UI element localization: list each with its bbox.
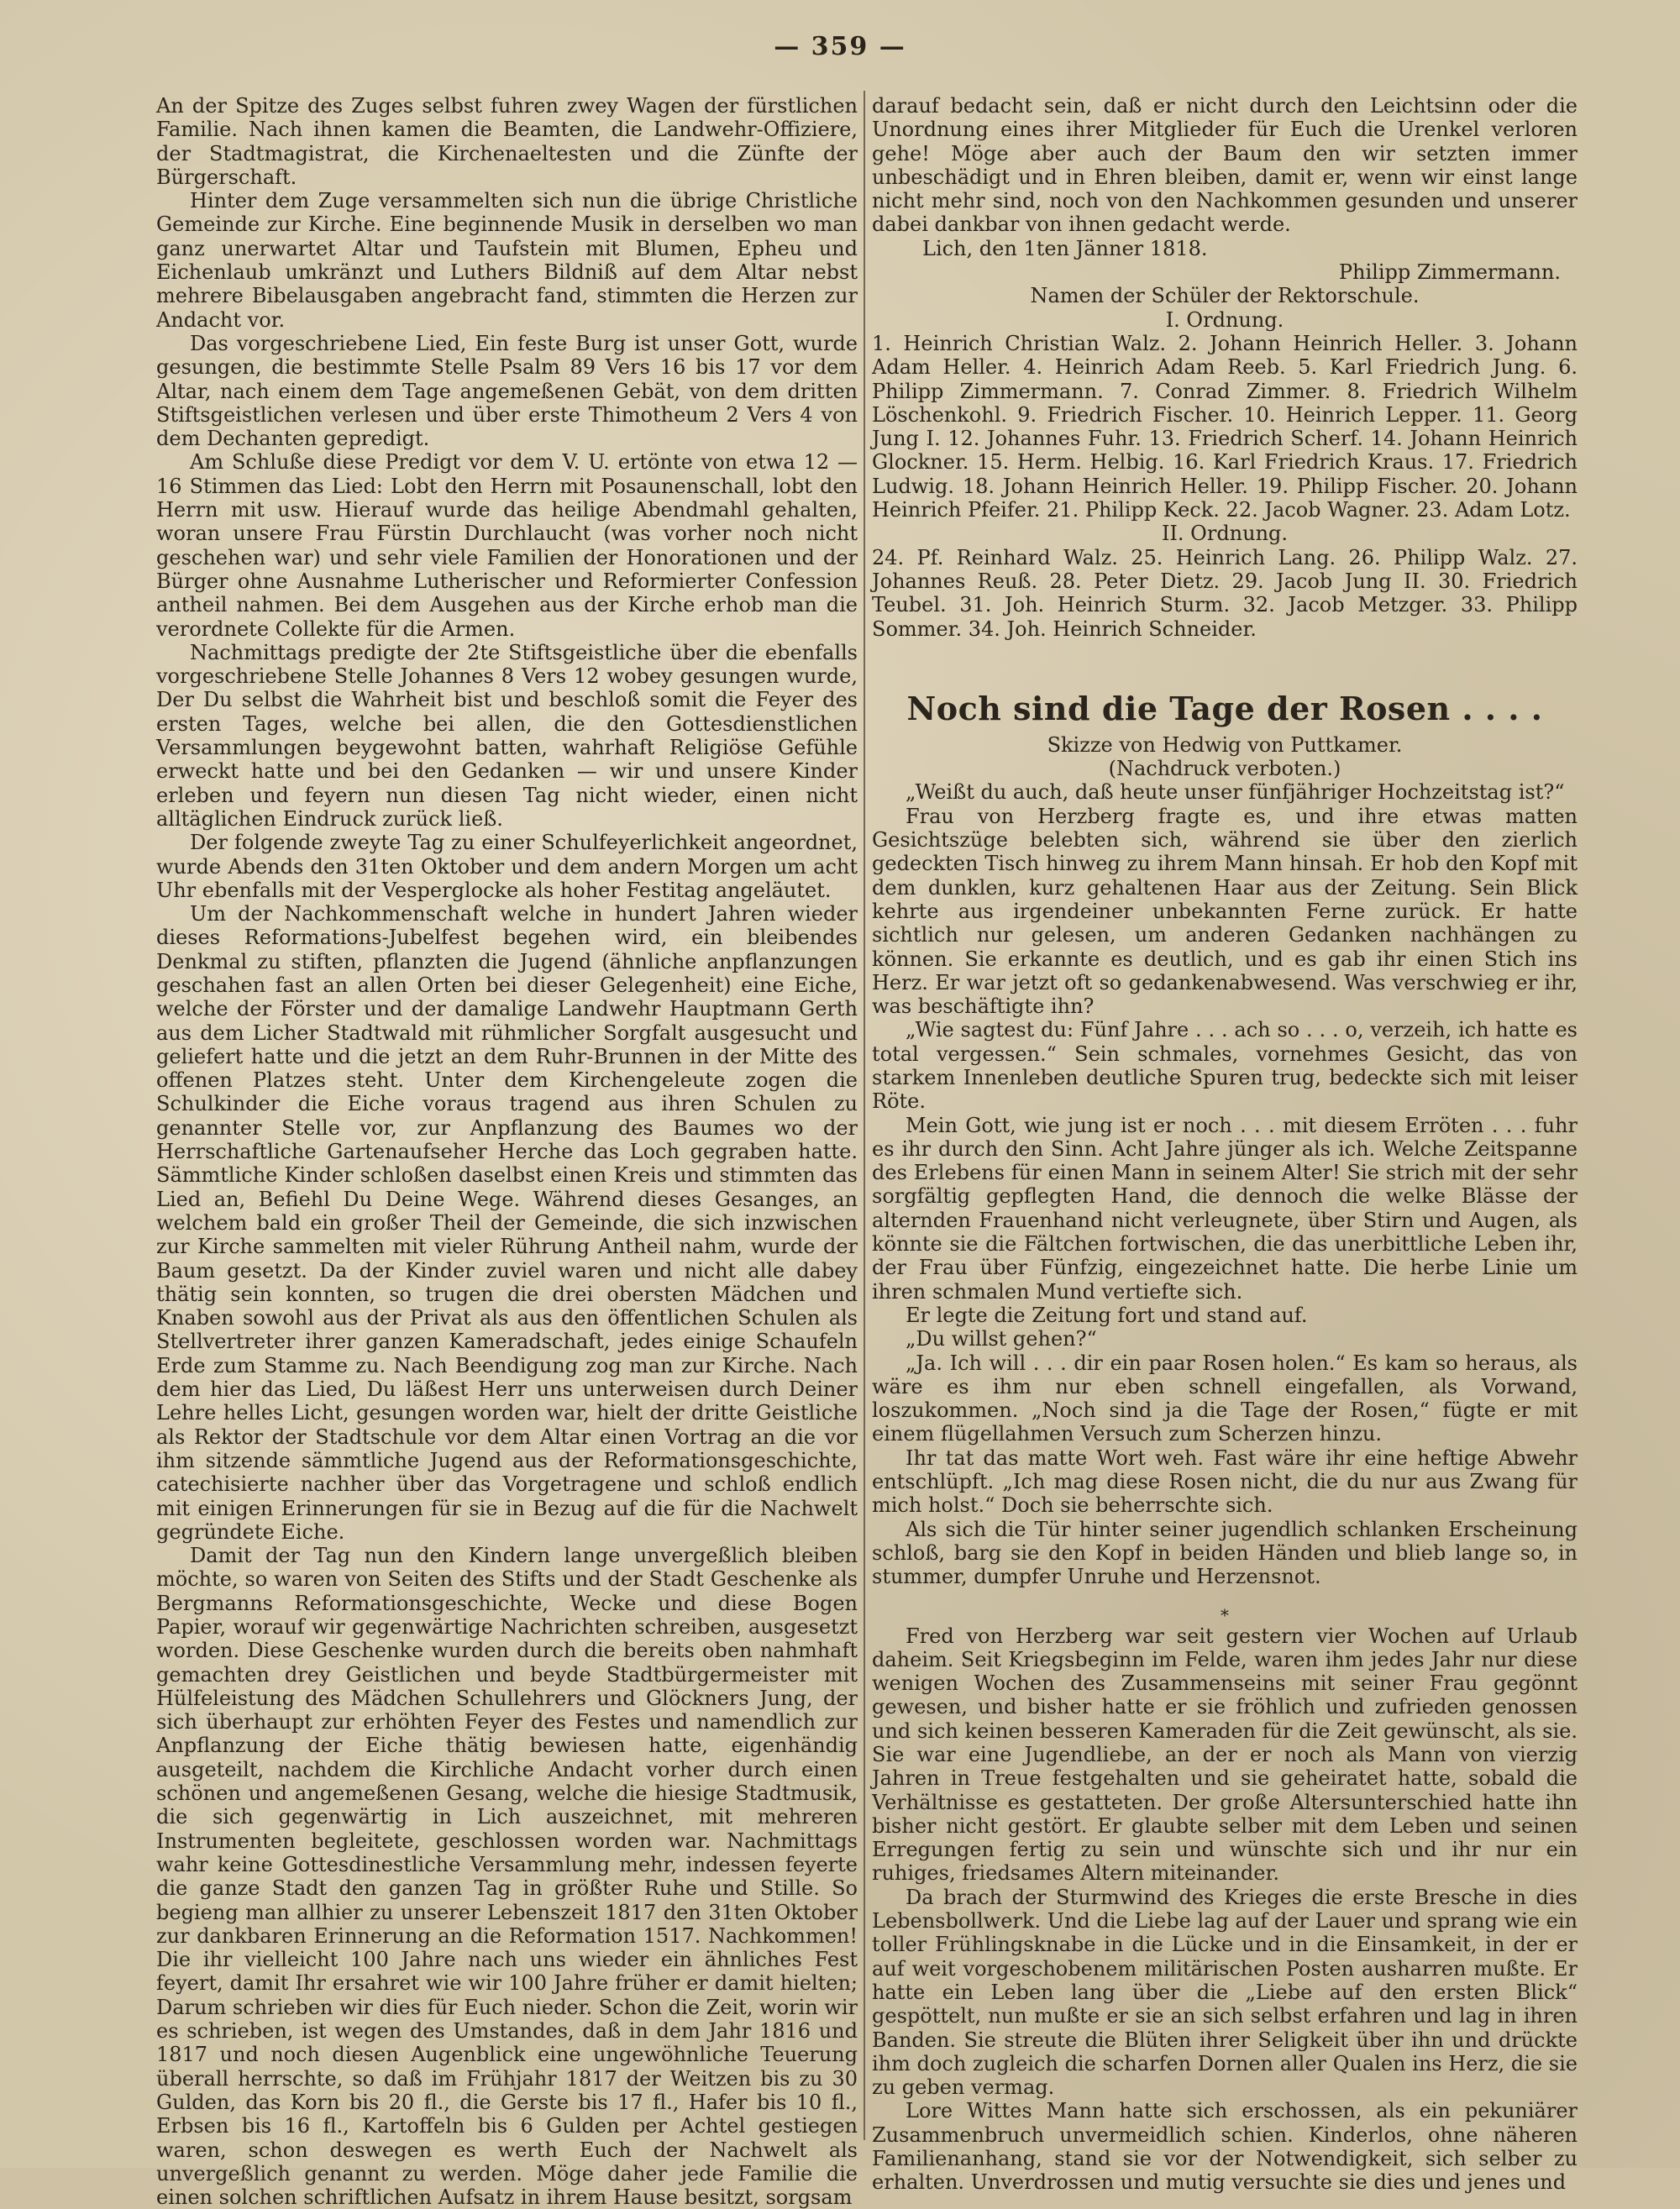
right-column — [872, 94, 1578, 2195]
names-title: Namen der Schüler der Rektorschule. — [1030, 284, 1420, 308]
place-date: Lich, den 1ten Jänner 1818. — [922, 236, 1208, 260]
left-column — [156, 94, 858, 2209]
paragraph: Fred von Herzberg war seit gestern vier Wochen auf Urlaub daheim. Seit Kriegsbeginn im Felde, waren ihm jedes Jahr nur diese wenigen Wochen des Zusammenseins mit seiner Frau gegönnt gewesen, und bisher hatte er sie fröhlich und zufrieden genossen und sich keinen besseren Kameraden für die Zeit gewünscht, als sie. Sie war eine Jugendliebe, an der er noch als Mann von vierzig Jahren in Treue festgehalten und sie geheiratet hatte, sobald die Verhältnisse es gestatteten. Der große Altersunterschied hatte ihn bisher nicht gestört. Er glaubte selber mit dem Leben und seinen Erregungen fertig zu sein und wünschte sich und ihr nur ein ruhiges, friedsames Altern miteinander. — [872, 1624, 1578, 1886]
paragraph: Als sich die Tür hinter seiner jugendlich schlanken Erscheinung schloß, barg sie den Kopf in beiden Händen und blieb lange so, in stummer, dumpfer Unruhe und Herzensnot. — [872, 1517, 1578, 1589]
paragraph: „Ja. Ich will . . . dir ein paar Rosen holen.“ Es kam so heraus, als wäre es ihm nur eben schnell eingefallen, als Vorwand, loszukommen. „Noch sind ja die Tage der Rosen,“ fügte er mit einem flügellahmen Versuch zum Scherzen hinzu. — [872, 1351, 1578, 1446]
column-divider — [864, 91, 865, 2140]
paragraph: Lore Wittes Mann hatte sich erschossen, als ein pekuniärer Zusammenbruch unvermeidlich schien. Kinderlos, ohne näheren Familienanhang, stand sie vor der Notwendigkeit, sich selber zu erhalten. Unverdrossen und mutig versuchte sie dies und jenes und — [872, 2099, 1578, 2195]
paragraph: Da brach der Sturmwind des Krieges die erste Bresche in dies Lebensbollwerk. Und die Liebe lag auf der Lauer und sprang wie ein toller Frühlingsknabe in die Lücke und in die Einsamkeit, in der er auf weit vorgeschobenem militärischen Posten ausharren mußte. Er hatte ein Leben lang über die „Liebe auf den ersten Blick“ gespöttelt, nun mußte er sie an sich selbst erfahren und lag in ihren Banden. Sie streute die Blüten ihrer Seligkeit über ihn und drückte ihm doch zugleich die scharfen Dornen aller Qualen ins Herz, die sie zu geben vermag. — [872, 1885, 1578, 2100]
paragraph: „Wie sagtest du: Fünf Jahre . . . ach so . . . o, verzeih, ich hatte es total vergessen.“ Sein schmales, vornehmes Gesicht, das von starkem Innenleben deutliche Spuren trug, bedeckte sich mit leiser Röte. — [872, 1018, 1578, 1114]
signature: Philipp Zimmermann. — [1338, 260, 1561, 285]
story-note: (Nachdruck verboten.) — [1108, 757, 1341, 781]
paragraph: darauf bedacht sein, daß er nicht durch den Leichtsinn oder die Unordnung eines ihrer Mitglieder für Euch die Urenkel verloren gehe! Möge aber auch der Baum den wir setzten immer unbeschädigt und in Ehren bleiben, damit er, wenn wir einst lange nicht mehr sind, noch von den Nachkommen gesunden und unserer dabei dankbar von ihnen gedacht werde. — [872, 94, 1578, 237]
story-byline: Skizze von Hedwig von Puttkamer. — [1047, 732, 1403, 757]
paragraph: Er legte die Zeitung fort und stand auf. — [906, 1303, 1308, 1327]
order-2-title: II. Ordnung. — [1161, 522, 1289, 546]
names-list: 1. Heinrich Christian Walz. 2. Johann Heinrich Heller. 3. Johann Adam Heller. 4. Heinrich Adam Reeb. 5. Karl Friedrich Jung. 6. Philipp Zimmermann. 7. Conrad Zimmer. 8. Friedrich Wilhelm Löschenkohl. 9. Friedrich Fischer. 10. Heinrich Lepper. 11. Georg Jung I. 12. Johannes Fuhr. 13. Friedrich Scherf. 14. Johann Heinrich Glockner. 15. Herm. Helbig. 16. Karl Friedrich Kraus. 17. Friedrich Ludwig. 18. Johann Heinrich Heller. 19. Philipp Fischer. 20. Johann Heinrich Pfeifer. 21. Philipp Keck. 22. Jacob Wagner. 23. Adam Lotz. — [872, 331, 1578, 522]
paragraph: Das vorgeschriebene Lied, Ein feste Burg ist unser Gott, wurde gesungen, die bestimmte Stelle Psalm 89 Vers 16 bis 17 vor dem Altar, nach einem dem Tage angemeßenen Gebät, von dem dritten Stiftsgeistlichen verlesen und über erste Thimotheum 2 Vers 4 von dem Dechanten gepredigt. — [156, 331, 858, 451]
paragraph: Hinter dem Zuge versammelten sich nun die übrige Christliche Gemeinde zur Kirche. Eine beginnende Musik in derselben wo man ganz unerwartet Altar und Taufstein mit Blumen, Epheu und Eichenlaub umkränzt und Luthers Bildniß auf dem Altar nebst mehrere Bibelausgaben angebracht fand, stimmten die Herzen zur Andacht vor. — [156, 189, 858, 332]
paragraph: „Weißt du auch, daß heute unser fünfjähriger Hochzeitstag ist?“ — [906, 780, 1565, 805]
paragraph: Frau von Herzberg fragte es, und ihre etwas matten Gesichtszüge belebten sich, während sie über den zierlich gedeckten Tisch hinweg zu ihrem Mann hinsah. Er hob den Kopf mit dem dunklen, kurz gehaltenen Haar aus der Zeitung. Sein Blick kehrte aus irgendeiner unbekannten Ferne zurück. Er hatte sichtlich nur gelesen, um anderen Gedanken nachhängen zu können. Sie erkannte es deutlich, und es gab ihr einen Stich ins Herz. Er war jetzt oft so gedankenabwesend. Was verschwieg er ihr, was beschäftigte ihn? — [872, 804, 1578, 1019]
paragraph: „Du willst gehen?“ — [906, 1327, 1097, 1351]
paragraph: Um der Nachkommenschaft welche in hundert Jahren wieder dieses Reformations-Jubelfest begehen wird, ein bleibendes Denkmal zu stiften, pflanzten die Jugend (ähnliche anpflanzungen geschahen fast an allen Orten bei dieser Gelegenheit) eine Eiche, welche der Förster und der damalige Landwehr Hauptmann Gerth aus dem Licher Stadtwald mit rühmlicher Sorgfalt ausgesucht und geliefert hatte und die jetzt an dem Ruhr-Brunnen in der Mitte des offenen Platzes steht. Unter dem Kirchengeleute zogen die Schulkinder die Eiche voraus tragend aus ihren Schulen zu genannter Stelle vor, zur Anpflanzung des Baumes wo der Herrschaftliche Gartenaufseher Herche das Loch gegraben hatte. Sämmtliche Kinder schloßen daselbst einen Kreis und stimmten das Lied an, Befiehl Du Deine Wege. Während dieses Gesanges, an welchem bald ein großer Theil der Gemeinde, die sich inzwischen zur Kirche sammelten mit vieler Rührung Antheil nahm, wurde der Baum gesetzt. Da der Kinder zuviel waren und nicht alle dabey thätig sein konnten, so trugen die drei obersten Mädchen und Knaben sowohl aus der Privat als aus den öffentlichen Schulen als Stellvertreter ihrer ganzen Kameradschaft, jedes einige Schaufeln Erde zum Stamme zu. Nach Beendigung zog man zur Kirche. Nach dem hier das Lied, Du läßest Herr uns unterweisen durch Deiner Lehre helles Licht, gesungen worden war, hielt der dritte Geistliche als Rektor der Stadtschule vor dem Altar einen Vortrag an die vor ihm sitzende sämmtliche Jugend aus der Reformationsgeschichte, catechisierte nachher über das Vorgetragene und schloß endlich mit einigen Erinnerungen für sie in Bezug auf die für die Nachwelt gegründete Eiche. — [156, 902, 858, 1544]
story-title: Noch sind die Tage der Rosen . . . . — [906, 689, 1543, 727]
paragraph: Mein Gott, wie jung ist er noch . . . mit diesem Erröten . . . fuhr es ihr durch den Sinn. Acht Jahre jünger als ich. Welche Zeitspanne des Erlebens für einen Mann in seinem Alter! Sie strich mit der sehr sorgfältig gepflegten Hand, die dennoch die welke Blässe der alternden Frauenhand nicht verleugnete, über Stirn und Augen, als könnte sie die Fältchen fortwischen, die das unerbittliche Leben ihr, der Frau über Fünfzig, eingezeichnet hatte. Die herbe Linie um ihren schmalen Mund vertiefte sich. — [872, 1113, 1578, 1304]
paragraph: Nachmittags predigte der 2te Stiftsgeistliche über die ebenfalls vorgeschriebene Stelle Johannes 8 Vers 12 wobey gesungen wurde, Der Du selbst die Wahrheit bist und beschloß somit die Feyer des ersten Tages, welche bei allen, die den Gottesdienstlichen Versammlungen beygewohnt batten, wahrhaft Religiöse Gefühle erweckt hatte und bei den Gedanken — wir und unsere Kinder erleben und feyern nun diesen Tag nicht wieder, einen nicht alltäglichen Eindruck zurück ließ. — [156, 640, 858, 831]
dateline — [872, 237, 1578, 260]
order-1-title: I. Ordnung. — [1165, 307, 1284, 332]
paragraph: Ihr tat das matte Wort weh. Fast wäre ihr eine heftige Abwehr entschlüpft. „Ich mag diese Rosen nicht, die du nur aus Zwang für mich holst.“ Doch sie beherrschte sich. — [872, 1446, 1578, 1518]
paragraph: An der Spitze des Zuges selbst fuhren zwey Wagen der fürstlichen Familie. Nach ihnen kamen die Beamten, die Landwehr-Offiziere, der Stadtmagistrat, die Kirchenaeltesten und die Zünfte der Bürgerschaft. — [156, 94, 858, 189]
paragraph: Am Schluße diese Predigt vor dem V. U. ertönte von etwa 12 — 16 Stimmen das Lied: Lobt den Herrn mit Posaunenschall, lobt den Herrn mit usw. Hierauf wurde das heilige Abendmahl gehalten, woran unsere Frau Fürstin Durchlaucht (was vorher noch nicht geschehen war) und sehr viele Familien der Honorationen und der Bürger ohne Ausnahme Lutherischer und Reformierter Confession antheil nahmen. Bei dem Ausgehen aus der Kirche erhob man die verordnete Collekte für die Armen. — [156, 450, 858, 641]
section-break: * — [1221, 1604, 1229, 1625]
page-number: — 359 — — [774, 32, 906, 61]
names-list: 24. Pf. Reinhard Walz. 25. Heinrich Lang. 26. Philipp Walz. 27. Johannes Reuß. 28. Peter Dietz. 29. Jacob Jung II. 30. Friedrich Teubel. 31. Joh. Heinrich Sturm. 32. Jacob Metzger. 33. Philipp Sommer. 34. Joh. Heinrich Schneider. — [872, 545, 1578, 641]
order-2-list — [872, 546, 1578, 641]
order-1-list — [872, 332, 1578, 522]
paragraph: Der folgende zweyte Tag zu einer Schulfeyerlichkeit angeordnet, wurde Abends den 31ten Oktober und dem andern Morgen um acht Uhr ebenfalls mit der Vesperglocke als hoher Festitag angeläutet. — [156, 831, 858, 902]
paragraph: Damit der Tag nun den Kindern lange unvergeßlich bleiben möchte, so waren von Seiten des Stifts und der Stadt Geschenke als Bergmanns Reformationsgeschichte, Wecke und diese Bogen Papier, worauf wir gegenwärtige Nachrichten schreiben, ausgesetzt worden. Diese Geschenke wurden durch die bereits oben nahmhaft gemachten drey Geistlichen und beyde Stadtbürgermeister mit Hülfeleistung des Mädchen Schullehrers und Glöckners Jung, der sich überhaupt zur erhöhten Feyer des Festes und namendlich zur Anpflanzung der Eiche thätig bewiesen hatte, eigenhändig ausgeteilt, nachdem die Kirchliche Andacht vorher durch einen schönen und angemeßenen Gesang, welche die hiesige Stadtmusik, die sich gegenwärtig in Lich auszeichnet, mit mehreren Instrumenten begleitete, geschlossen worden war. Nachmittags wahr keine Gottesdinestliche Versammlung mehr, indessen feyerte die ganze Stadt den ganzen Tag in größter Ruhe und Stille. So begieng man allhier zu unserer Lebenszeit 1817 den 31ten Oktober zur dankbaren Erinnerung an die Reformation 1517. Nachkommen! Die ihr vielleicht 100 Jahre nach uns wieder ein ähnliches Fest feyert, damit Ihr ersahret wie wir 100 Jahre früher er damit hielten; Darum schrieben wir dies für Euch nieder. Schon die Zeit, worin wir es schrieben, ist wegen des Umstandes, daß in dem Jahr 1816 und 1817 und noch diesen Augenblick eine ungewöhnliche Teuerung überall herrschte, so daß im Frühjahr 1817 der Weitzen bis zu 30 Gulden, das Korn bis 20 fl., die Gerste bis 17 fl., Hafer bis 10 fl., Erbsen bis 16 fl., Kartoffeln bis 6 Gulden per Achtel gestiegen waren, schon deswegen es werth Euch der Nachwelt als unvergeßlich genannt zu werden. Möge daher jede Familie die einen solchen schriftlichen Aufsatz in ihrem Hause besitzt, sorgsam — [156, 1544, 858, 2209]
